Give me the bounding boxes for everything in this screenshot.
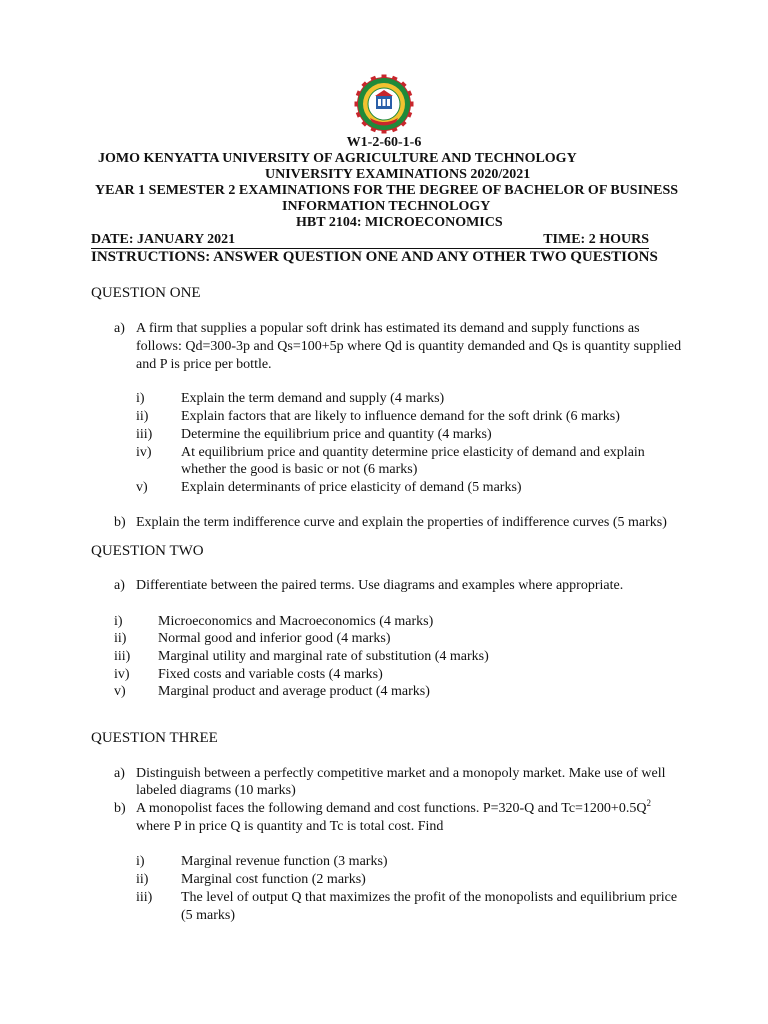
exam-date: DATE: JANUARY 2021 (91, 232, 236, 247)
q2-item-num: v) (114, 684, 126, 699)
q1-item-text: Determine the equilibrium price and quantity (4 marks) (181, 427, 492, 442)
q3-b-exponent: 2 (646, 798, 651, 808)
question-two-title: QUESTION TWO (91, 543, 204, 559)
q2-item-text: Normal good and inferior good (4 marks) (158, 631, 391, 646)
q1-item-text: Explain factors that are likely to influence demand for the soft drink (6 marks) (181, 409, 620, 424)
q1-item-num: i) (136, 391, 145, 406)
q3-item-num: ii) (136, 872, 149, 887)
q3-item-num: i) (136, 854, 145, 869)
q3-item-text: The level of output Q that maximizes the profit of the monopolists and equilibrium price (181, 890, 678, 905)
q1-item-num: iv) (136, 445, 152, 460)
question-one-title: QUESTION ONE (91, 285, 201, 301)
q3-a-text-line1: Distinguish between a perfectly competitive market and a monopoly market. Make use of well (136, 766, 666, 781)
q3-item-text-cont: (5 marks) (181, 908, 236, 923)
q1-item-text: Explain determinants of price elasticity of demand (5 marks) (181, 480, 522, 495)
year-semester-line: YEAR 1 SEMESTER 2 EXAMINATIONS FOR THE DEGREE OF BACHELOR OF BUSINESS (95, 183, 679, 198)
q1-item-num: ii) (136, 409, 149, 424)
instructions: INSTRUCTIONS: ANSWER QUESTION ONE AND ANY OTHER TWO QUESTIONS (91, 249, 658, 265)
q3-a-text-line2: labeled diagrams (10 marks) (136, 783, 296, 798)
q1-a-text-line1: A firm that supplies a popular soft drink has estimated its demand and supply functions as (136, 321, 640, 336)
q1-a-text-line3: and P is price per bottle. (136, 357, 272, 372)
q2-item-text: Marginal product and average product (4 marks) (158, 684, 430, 699)
university-logo (354, 74, 414, 134)
q1-item-text-cont: whether the good is basic or not (6 marks) (181, 462, 418, 477)
q2-item-num: iv) (114, 667, 130, 682)
university-name: JOMO KENYATTA UNIVERSITY OF AGRICULTURE AND TECHNOLOGY (98, 151, 577, 166)
q3-b-formula-text: A monopolist faces the following demand and cost functions. P=320-Q and Tc=1200+0.5Q (136, 801, 647, 816)
q1-item-text: At equilibrium price and quantity determine price elasticity of demand and explain (181, 445, 645, 460)
q1-item-num: v) (136, 480, 148, 495)
q2-a-label: a) (114, 578, 125, 593)
q1-b-text: Explain the term indifference curve and explain the properties of indifference curves (5 marks) (136, 515, 667, 530)
q2-a-text: Differentiate between the paired terms. Use diagrams and examples where appropriate. (136, 578, 624, 593)
q2-item-text: Fixed costs and variable costs (4 marks) (158, 667, 383, 682)
q2-item-text: Marginal utility and marginal rate of substitution (4 marks) (158, 649, 489, 664)
q1-item-text: Explain the term demand and supply (4 marks) (181, 391, 445, 406)
course-title: HBT 2104: MICROECONOMICS (296, 215, 503, 230)
q1-item-num: iii) (136, 427, 153, 442)
q2-item-num: i) (114, 614, 123, 629)
q2-item-text: Microeconomics and Macroeconomics (4 marks) (158, 614, 434, 629)
date-time-line (91, 231, 649, 249)
q3-a-label: a) (114, 766, 125, 781)
q1-b-label: b) (114, 515, 126, 530)
q1-a-label: a) (114, 321, 125, 336)
q2-item-num: ii) (114, 631, 127, 646)
q3-b-label: b) (114, 801, 126, 816)
exam-time: TIME: 2 HOURS (543, 232, 649, 247)
q3-item-text: Marginal revenue function (3 marks) (181, 854, 388, 869)
q3-b-text-line2: where P in price Q is quantity and Tc is total cost. Find (136, 819, 444, 834)
q3-item-text: Marginal cost function (2 marks) (181, 872, 366, 887)
q2-item-num: iii) (114, 649, 131, 664)
program-name: INFORMATION TECHNOLOGY (282, 199, 491, 214)
exam-code: W1-2-60-1-6 (346, 135, 422, 150)
q3-item-num: iii) (136, 890, 153, 905)
question-three-title: QUESTION THREE (91, 730, 218, 746)
q1-a-text-line2: follows: Qd=300-3p and Qs=100+5p where Qd is quantity demanded and Qs is quantity supplied (136, 339, 682, 354)
q3-b-text-line1 (136, 800, 651, 817)
exam-session: UNIVERSITY EXAMINATIONS 2020/2021 (265, 167, 531, 182)
